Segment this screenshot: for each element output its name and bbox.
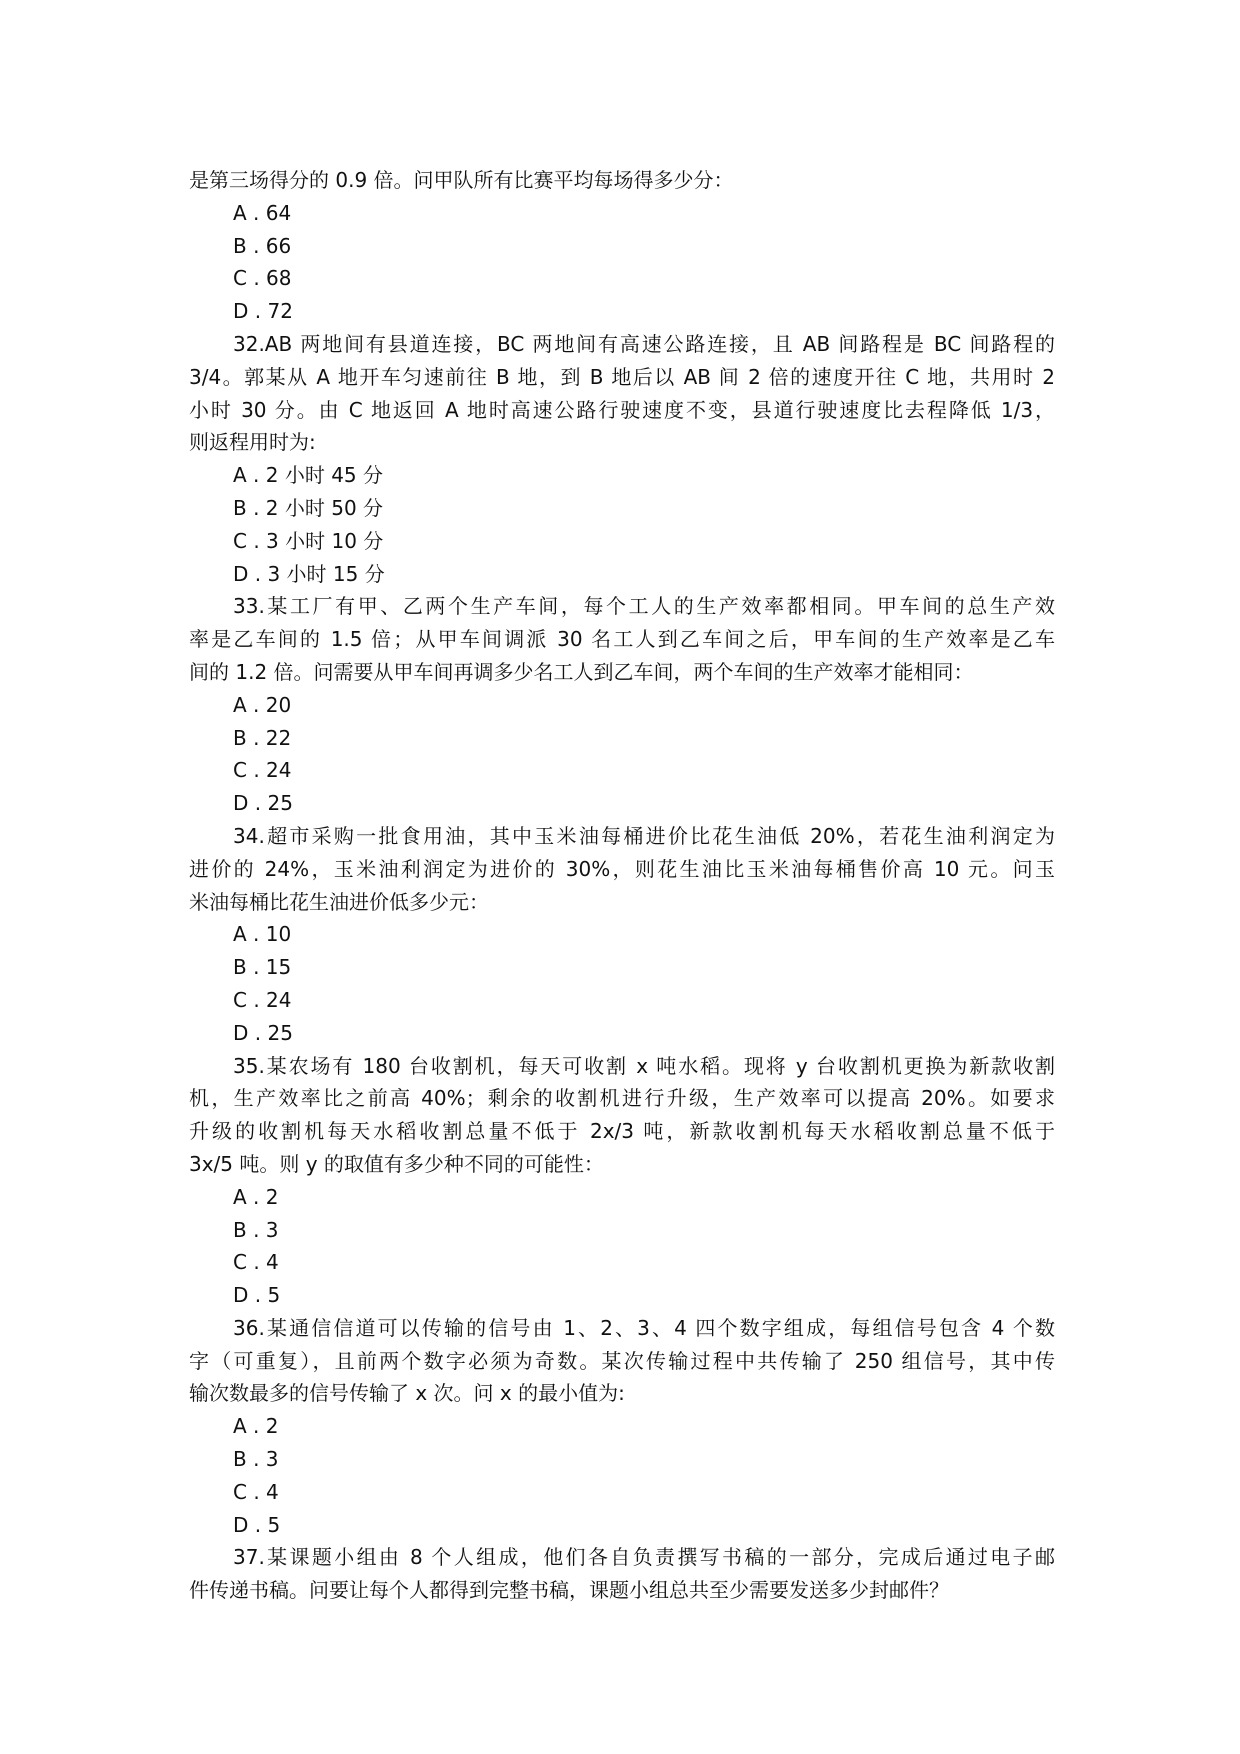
question-text bbox=[189, 820, 1055, 918]
answer-option: D . 5 bbox=[233, 1512, 281, 1537]
answer-option: D . 72 bbox=[233, 299, 293, 324]
answer-option: A . 2 bbox=[233, 1184, 279, 1209]
answer-option: B . 2 小时 50 分 bbox=[233, 495, 384, 520]
answer-option: C . 4 bbox=[233, 1479, 279, 1504]
answer-options bbox=[189, 1181, 1055, 1312]
text-line: 3x/5 吨。则 y 的取值有多少种不同的可能性： bbox=[189, 1151, 604, 1176]
text-line: 37.某课题小组由 8 个人组成，他们各自负责撰写书稿的一部分，完成后通过电子邮 bbox=[233, 1545, 1055, 1570]
text-line: 率是乙车间的 1.5 倍；从甲车间调派 30 名工人到乙车间之后，甲车间的生产效率是乙车 bbox=[189, 627, 1055, 652]
question-continuation bbox=[189, 164, 1055, 197]
answer-option: A . 10 bbox=[233, 922, 292, 947]
answer-option: D . 3 小时 15 分 bbox=[233, 561, 385, 586]
text-line: 升级的收割机每天水稻收割总量不低于 2x/3 吨，新款收割机每天水稻收割总量不低于 bbox=[189, 1119, 1055, 1144]
answer-options bbox=[189, 918, 1055, 1049]
question-text bbox=[189, 590, 1055, 688]
text-line: 则返程用时为: bbox=[189, 430, 316, 455]
question-text bbox=[189, 1312, 1055, 1410]
answer-options bbox=[189, 459, 1055, 590]
text-line: 米油每桶比花生油进价低多少元： bbox=[189, 889, 489, 914]
answer-option: B . 22 bbox=[233, 725, 292, 750]
text-line: 输次数最多的信号传输了 x 次。问 x 的最小值为: bbox=[189, 1381, 625, 1406]
text-line: 是第三场得分的 0.9 倍。问甲队所有比赛平均每场得多少分： bbox=[189, 168, 734, 192]
answer-option: C . 3 小时 10 分 bbox=[233, 528, 384, 553]
text-line: 字（可重复），且前两个数字必须为奇数。某次传输过程中共传输了 250 组信号，其中传 bbox=[189, 1348, 1055, 1373]
document-page bbox=[189, 164, 1055, 1607]
text-line: 间的 1.2 倍。问需要从甲车间再调多少名工人到乙车间，两个车间的生产效率才能相同： bbox=[189, 659, 974, 684]
text-line: 34.超市采购一批食用油，其中玉米油每桶进价比花生油低 20%，若花生油利润定为 bbox=[233, 823, 1055, 848]
text-line: 36.某通信信道可以传输的信号由 1、2、3、4 四个数字组成，每组信号包含 4 个数 bbox=[233, 1315, 1055, 1340]
answer-options bbox=[189, 1410, 1055, 1541]
answer-options bbox=[189, 197, 1055, 328]
answer-option: D . 25 bbox=[233, 791, 293, 816]
answer-option: A . 2 bbox=[233, 1414, 279, 1439]
answer-option: B . 15 bbox=[233, 955, 292, 980]
answer-option: B . 66 bbox=[233, 233, 292, 258]
answer-option: D . 25 bbox=[233, 1020, 293, 1045]
answer-option: A . 20 bbox=[233, 692, 292, 717]
text-line: 3/4。郭某从 A 地开车匀速前往 B 地，到 B 地后以 AB 间 2 倍的速度开往 C 地，共用时 2 bbox=[189, 364, 1055, 389]
text-line: 33.某工厂有甲、乙两个生产车间，每个工人的生产效率都相同。甲车间的总生产效 bbox=[233, 594, 1055, 619]
answer-option: C . 24 bbox=[233, 987, 292, 1012]
text-line: 机，生产效率比之前高 40%；剩余的收割机进行升级，生产效率可以提高 20%。如要求 bbox=[189, 1086, 1055, 1111]
text-line: 35.某农场有 180 台收割机，每天可收割 x 吨水稻。现将 y 台收割机更换为新款收割 bbox=[233, 1053, 1055, 1078]
answer-option: A . 64 bbox=[233, 200, 292, 225]
text-line: 32.AB 两地间有县道连接，BC 两地间有高速公路连接，且 AB 间路程是 BC 间路程的 bbox=[233, 331, 1055, 356]
text-line: 进价的 24%，玉米油利润定为进价的 30%，则花生油比玉米油每桶售价高 10 元。问玉 bbox=[189, 856, 1055, 881]
text-line: 件传递书稿。问要让每个人都得到完整书稿，课题小组总共至少需要发送多少封邮件？ bbox=[189, 1578, 949, 1603]
answer-option: D . 5 bbox=[233, 1283, 281, 1308]
question-text bbox=[189, 1050, 1055, 1181]
answer-option: C . 24 bbox=[233, 758, 292, 783]
text-line: 小时 30 分。由 C 地返回 A 地时高速公路行驶速度不变，县道行驶速度比去程降低 1/3， bbox=[189, 397, 1055, 422]
question-text bbox=[189, 1541, 1055, 1607]
answer-option: B . 3 bbox=[233, 1217, 279, 1242]
answer-option: C . 4 bbox=[233, 1250, 279, 1275]
answer-options bbox=[189, 689, 1055, 820]
answer-option: B . 3 bbox=[233, 1447, 279, 1472]
question-text bbox=[189, 328, 1055, 459]
answer-option: A . 2 小时 45 分 bbox=[233, 463, 383, 488]
answer-option: C . 68 bbox=[233, 266, 292, 291]
